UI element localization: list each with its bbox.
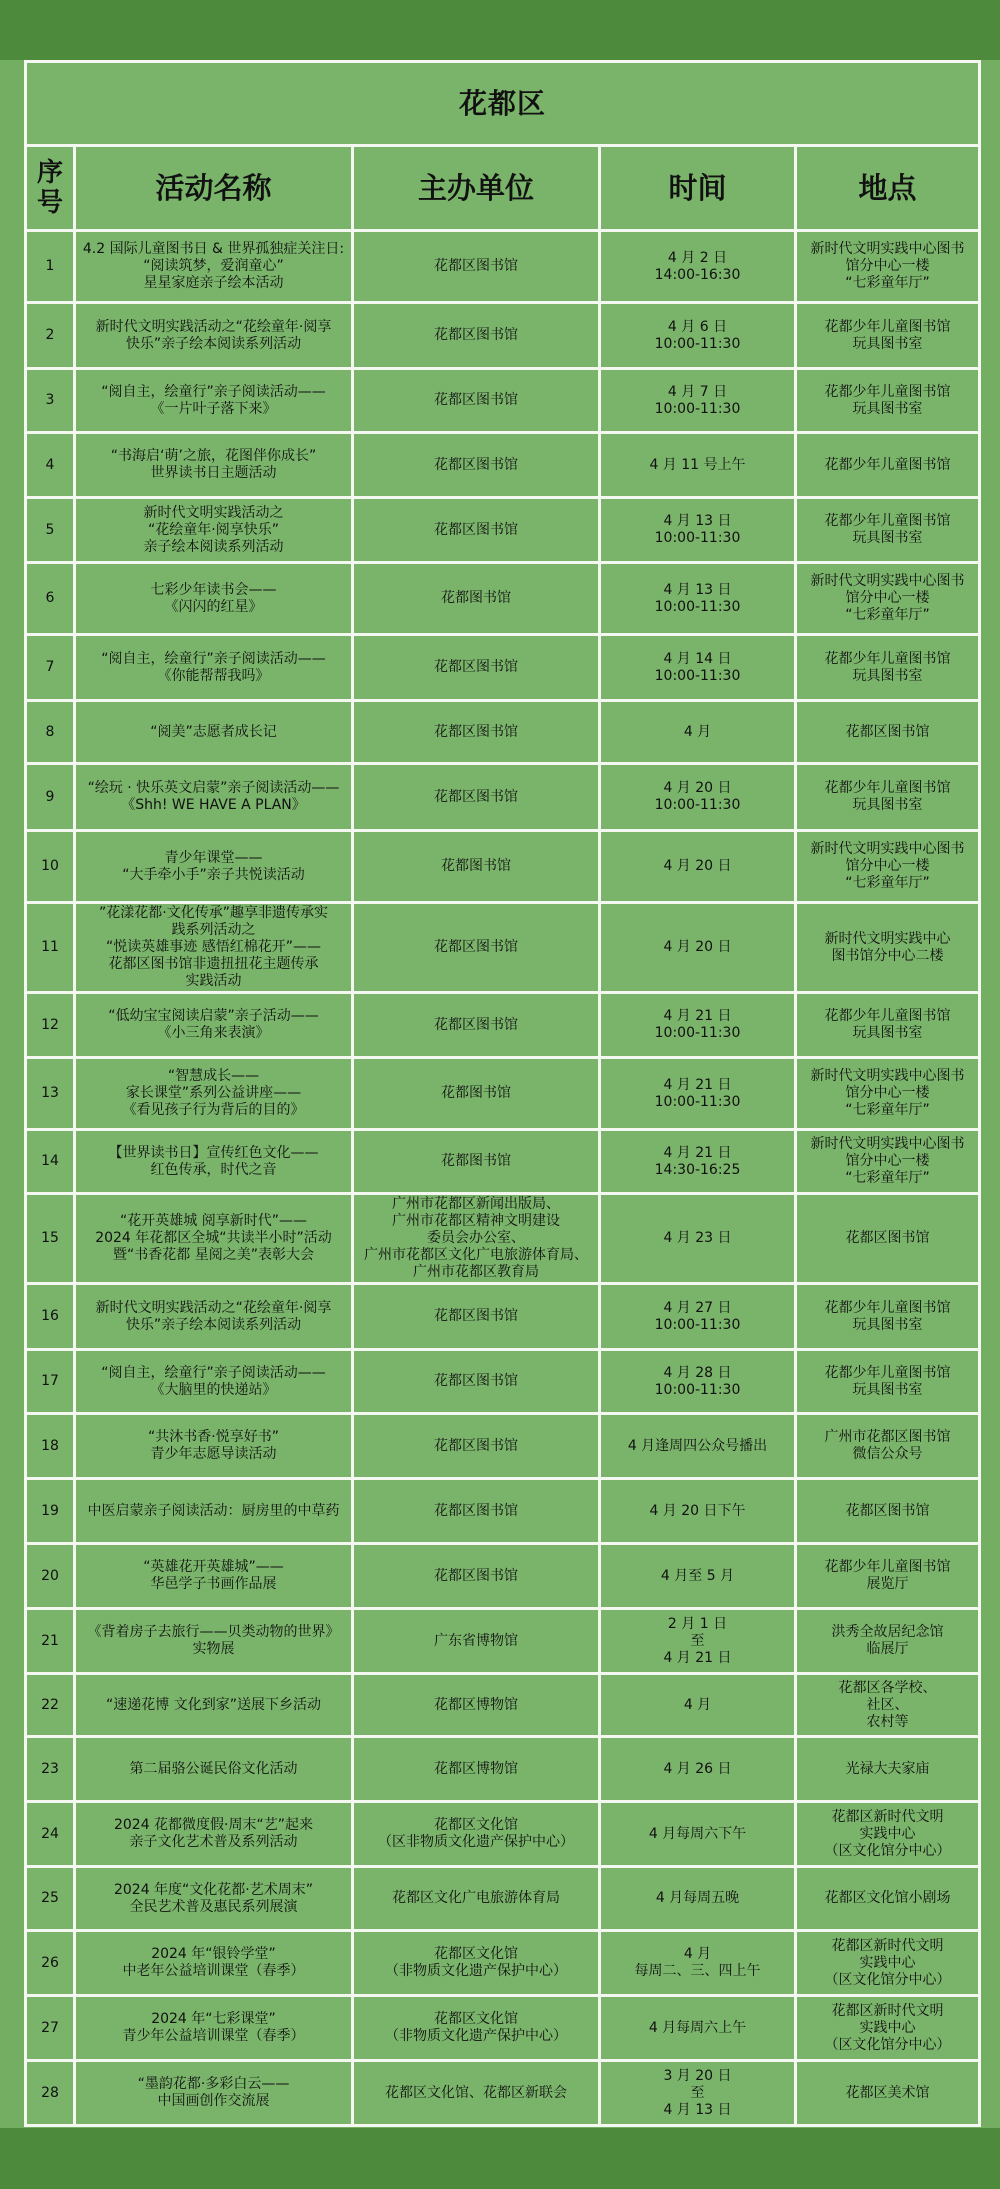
cell-time: 4 月 21 日 14:30-16:25 <box>600 1130 796 1194</box>
cell-organizer: 花都图书馆 <box>353 1130 600 1194</box>
table-row <box>26 1194 980 1284</box>
cell-organizer: 花都区图书馆 <box>353 701 600 764</box>
cell-name: 2024 年度“文化花都·艺术周末” 全民艺术普及惠民系列展演 <box>75 1867 353 1931</box>
cell-location: 广州市花都区图书馆 微信公众号 <box>796 1414 980 1479</box>
cell-location: 花都少年儿童图书馆 <box>796 433 980 498</box>
table-row <box>26 433 980 498</box>
cell-seq: 24 <box>26 1802 75 1867</box>
cell-seq: 7 <box>26 635 75 701</box>
cell-location: 花都少年儿童图书馆 玩具图书室 <box>796 498 980 563</box>
cell-time: 4 月 13 日 10:00-11:30 <box>600 498 796 563</box>
cell-location: 花都少年儿童图书馆 玩具图书室 <box>796 635 980 701</box>
cell-seq: 22 <box>26 1674 75 1737</box>
header-name: 活动名称 <box>75 146 353 231</box>
cell-time: 4 月 20 日 10:00-11:30 <box>600 764 796 831</box>
cell-time: 4 月 <box>600 701 796 764</box>
cell-organizer: 花都图书馆 <box>353 563 600 635</box>
cell-time: 4 月 13 日 10:00-11:30 <box>600 563 796 635</box>
cell-seq: 17 <box>26 1350 75 1414</box>
cell-location: 光禄大夫家庙 <box>796 1737 980 1802</box>
cell-location: 花都少年儿童图书馆 玩具图书室 <box>796 303 980 369</box>
cell-time: 4 月 20 日 <box>600 903 796 993</box>
cell-time: 4 月每周五晚 <box>600 1867 796 1931</box>
cell-name: “低幼宝宝阅读启蒙”亲子活动—— 《小三角来表演》 <box>75 993 353 1058</box>
cell-location: 花都少年儿童图书馆 玩具图书室 <box>796 369 980 433</box>
cell-organizer: 花都区文化馆、花都区新联会 <box>353 2061 600 2126</box>
cell-organizer: 花都区图书馆 <box>353 1544 600 1609</box>
cell-organizer: 花都区图书馆 <box>353 903 600 993</box>
cell-name: 4.2 国际儿童图书日 & 世界孤独症关注日: “阅读筑梦，爱润童心” 星星家庭亲子绘本活动 <box>75 231 353 303</box>
cell-seq: 19 <box>26 1479 75 1544</box>
cell-organizer: 花都区图书馆 <box>353 1284 600 1350</box>
cell-time: 4 月 23 日 <box>600 1194 796 1284</box>
cell-time: 4 月 7 日 10:00-11:30 <box>600 369 796 433</box>
cell-time: 4 月 21 日 10:00-11:30 <box>600 993 796 1058</box>
cell-name: ”花漾花都·文化传承”趣享非遗传承实 践系列活动之 “悦读英雄事迹 感悟红棉花开”—— 花都区图书馆非遗扭扭花主题传承 实践活动 <box>75 903 353 993</box>
cell-name: “阅自主，绘童行”亲子阅读活动—— 《你能帮帮我吗》 <box>75 635 353 701</box>
cell-time: 4 月逢周四公众号播出 <box>600 1414 796 1479</box>
cell-name: 青少年课堂—— “大手牵小手”亲子共悦读活动 <box>75 831 353 903</box>
cell-location: 花都区图书馆 <box>796 1479 980 1544</box>
cell-time: 4 月 11 号上午 <box>600 433 796 498</box>
cell-name: 七彩少年读书会—— 《闪闪的红星》 <box>75 563 353 635</box>
cell-organizer: 花都区文化广电旅游体育局 <box>353 1867 600 1931</box>
cell-organizer: 花都区图书馆 <box>353 303 600 369</box>
header-seq: 序 号 <box>26 146 75 231</box>
cell-organizer: 花都区图书馆 <box>353 993 600 1058</box>
cell-seq: 16 <box>26 1284 75 1350</box>
cell-time: 2 月 1 日 至 4 月 21 日 <box>600 1609 796 1674</box>
cell-seq: 28 <box>26 2061 75 2126</box>
cell-name: 新时代文明实践活动之 “花绘童年·阅享快乐” 亲子绘本阅读系列活动 <box>75 498 353 563</box>
cell-name: “共沐书香·悦享好书” 青少年志愿导读活动 <box>75 1414 353 1479</box>
cell-name: “阅美”志愿者成长记 <box>75 701 353 764</box>
cell-organizer: 花都区图书馆 <box>353 1414 600 1479</box>
cell-organizer: 花都区文化馆 （区非物质文化遗产保护中心） <box>353 1802 600 1867</box>
table-row <box>26 231 980 303</box>
cell-location: 花都少年儿童图书馆 玩具图书室 <box>796 1284 980 1350</box>
table-title: 花都区 <box>26 62 980 146</box>
cell-name: “花开英雄城 阅享新时代”—— 2024 年花都区全城“共读半小时”活动 暨“书香花都 星阅之美”表彰大会 <box>75 1194 353 1284</box>
cell-time: 4 月至 5 月 <box>600 1544 796 1609</box>
cell-seq: 25 <box>26 1867 75 1931</box>
table-row <box>26 1058 980 1130</box>
table-row <box>26 1931 980 1996</box>
cell-organizer: 花都区图书馆 <box>353 635 600 701</box>
cell-time: 3 月 20 日 至 4 月 13 日 <box>600 2061 796 2126</box>
table-row <box>26 2061 980 2126</box>
cell-seq: 1 <box>26 231 75 303</box>
cell-location: 新时代文明实践中心图书 馆分中心一楼 “七彩童年厅” <box>796 1130 980 1194</box>
cell-seq: 12 <box>26 993 75 1058</box>
cell-seq: 20 <box>26 1544 75 1609</box>
cell-time: 4 月 每周二、三、四上午 <box>600 1931 796 1996</box>
table-row <box>26 764 980 831</box>
cell-location: 花都区新时代文明 实践中心 （区文化馆分中心） <box>796 1931 980 1996</box>
cell-organizer: 花都区图书馆 <box>353 1350 600 1414</box>
cell-time: 4 月 2 日 14:00-16:30 <box>600 231 796 303</box>
cell-seq: 13 <box>26 1058 75 1130</box>
cell-time: 4 月 28 日 10:00-11:30 <box>600 1350 796 1414</box>
table-row <box>26 903 980 993</box>
cell-name: 2024 年“七彩课堂” 青少年公益培训课堂（春季） <box>75 1996 353 2061</box>
cell-organizer: 花都区博物馆 <box>353 1737 600 1802</box>
cell-time: 4 月 14 日 10:00-11:30 <box>600 635 796 701</box>
cell-name: “英雄花开英雄城”—— 华邑学子书画作品展 <box>75 1544 353 1609</box>
cell-seq: 3 <box>26 369 75 433</box>
cell-location: 花都区图书馆 <box>796 1194 980 1284</box>
cell-seq: 9 <box>26 764 75 831</box>
cell-organizer: 花都区图书馆 <box>353 369 600 433</box>
header-organizer: 主办单位 <box>353 146 600 231</box>
cell-location: 花都区图书馆 <box>796 701 980 764</box>
cell-organizer: 花都区文化馆 （非物质文化遗产保护中心） <box>353 1931 600 1996</box>
cell-organizer: 花都区博物馆 <box>353 1674 600 1737</box>
cell-seq: 14 <box>26 1130 75 1194</box>
cell-location: 花都少年儿童图书馆 展览厅 <box>796 1544 980 1609</box>
cell-seq: 27 <box>26 1996 75 2061</box>
cell-seq: 4 <box>26 433 75 498</box>
cell-time: 4 月 6 日 10:00-11:30 <box>600 303 796 369</box>
cell-location: 花都区新时代文明 实践中心 （区文化馆分中心） <box>796 1996 980 2061</box>
table-row <box>26 993 980 1058</box>
cell-seq: 10 <box>26 831 75 903</box>
cell-time: 4 月 20 日下午 <box>600 1479 796 1544</box>
activity-table <box>24 60 981 2127</box>
cell-time: 4 月 <box>600 1674 796 1737</box>
table-row <box>26 1996 980 2061</box>
cell-time: 4 月每周六下午 <box>600 1802 796 1867</box>
cell-name: 新时代文明实践活动之“花绘童年·阅享 快乐”亲子绘本阅读系列活动 <box>75 1284 353 1350</box>
cell-seq: 26 <box>26 1931 75 1996</box>
cell-location: 花都区美术馆 <box>796 2061 980 2126</box>
cell-location: 花都区各学校、 社区、 农村等 <box>796 1674 980 1737</box>
cell-time: 4 月每周六上午 <box>600 1996 796 2061</box>
table-row <box>26 1284 980 1350</box>
cell-name: 【世界读书日】宣传红色文化—— 红色传承，时代之音 <box>75 1130 353 1194</box>
cell-location: 新时代文明实践中心图书 馆分中心一楼 “七彩童年厅” <box>796 831 980 903</box>
cell-seq: 23 <box>26 1737 75 1802</box>
cell-organizer: 花都图书馆 <box>353 1058 600 1130</box>
cell-seq: 11 <box>26 903 75 993</box>
cell-organizer: 广东省博物馆 <box>353 1609 600 1674</box>
cell-organizer: 花都区文化馆 （非物质文化遗产保护中心） <box>353 1996 600 2061</box>
cell-seq: 2 <box>26 303 75 369</box>
bottom-banner <box>0 2128 1000 2189</box>
cell-organizer: 花都区图书馆 <box>353 1479 600 1544</box>
table-row <box>26 1609 980 1674</box>
cell-time: 4 月 27 日 10:00-11:30 <box>600 1284 796 1350</box>
table-row <box>26 369 980 433</box>
cell-organizer: 花都区图书馆 <box>353 231 600 303</box>
cell-organizer: 花都图书馆 <box>353 831 600 903</box>
table-row <box>26 498 980 563</box>
cell-location: 新时代文明实践中心图书 馆分中心一楼 “七彩童年厅” <box>796 1058 980 1130</box>
cell-name: “书海启‘萌’之旅，花图伴你成长” 世界读书日主题活动 <box>75 433 353 498</box>
cell-location: 新时代文明实践中心 图书馆分中心二楼 <box>796 903 980 993</box>
cell-name: “速递花博 文化到家”送展下乡活动 <box>75 1674 353 1737</box>
cell-location: 洪秀全故居纪念馆 临展厅 <box>796 1609 980 1674</box>
cell-organizer: 花都区图书馆 <box>353 433 600 498</box>
table-row <box>26 701 980 764</box>
cell-name: “阅自主，绘童行”亲子阅读活动—— 《一片叶子落下来》 <box>75 369 353 433</box>
table-row <box>26 1737 980 1802</box>
cell-location: 花都区新时代文明 实践中心 （区文化馆分中心） <box>796 1802 980 1867</box>
cell-seq: 8 <box>26 701 75 764</box>
cell-location: 花都区文化馆小剧场 <box>796 1867 980 1931</box>
table-row <box>26 635 980 701</box>
cell-name: 新时代文明实践活动之“花绘童年·阅享 快乐”亲子绘本阅读系列活动 <box>75 303 353 369</box>
table-row <box>26 1130 980 1194</box>
table-row <box>26 1802 980 1867</box>
cell-time: 4 月 20 日 <box>600 831 796 903</box>
cell-organizer: 花都区图书馆 <box>353 498 600 563</box>
cell-name: 2024 花都微度假·周末“艺”起来 亲子文化艺术普及系列活动 <box>75 1802 353 1867</box>
cell-name: 第二届骆公诞民俗文化活动 <box>75 1737 353 1802</box>
table-row <box>26 1479 980 1544</box>
cell-organizer: 花都区图书馆 <box>353 764 600 831</box>
cell-name: 《背着房子去旅行——贝类动物的世界》 实物展 <box>75 1609 353 1674</box>
cell-name: “智慧成长—— 家长课堂”系列公益讲座—— 《看见孩子行为背后的目的》 <box>75 1058 353 1130</box>
header-location: 地点 <box>796 146 980 231</box>
table-row <box>26 1350 980 1414</box>
cell-location: 花都少年儿童图书馆 玩具图书室 <box>796 993 980 1058</box>
cell-name: “绘玩 · 快乐英文启蒙”亲子阅读活动—— 《Shh! WE HAVE A PLAN》 <box>75 764 353 831</box>
table-row <box>26 303 980 369</box>
cell-name: 2024 年“银铃学堂” 中老年公益培训课堂（春季） <box>75 1931 353 1996</box>
cell-seq: 18 <box>26 1414 75 1479</box>
cell-time: 4 月 26 日 <box>600 1737 796 1802</box>
cell-location: 新时代文明实践中心图书 馆分中心一楼 “七彩童年厅” <box>796 563 980 635</box>
table-row <box>26 831 980 903</box>
table-row <box>26 1414 980 1479</box>
cell-name: 中医启蒙亲子阅读活动：厨房里的中草药 <box>75 1479 353 1544</box>
cell-name: “阅自主，绘童行”亲子阅读活动—— 《大脑里的快递站》 <box>75 1350 353 1414</box>
cell-time: 4 月 21 日 10:00-11:30 <box>600 1058 796 1130</box>
cell-name: “墨韵花都·多彩白云—— 中国画创作交流展 <box>75 2061 353 2126</box>
header-time: 时间 <box>600 146 796 231</box>
table-row <box>26 1674 980 1737</box>
cell-organizer: 广州市花都区新闻出版局、 广州市花都区精神文明建设 委员会办公室、 广州市花都区文化广电旅游体育局、 广州市花都区教育局 <box>353 1194 600 1284</box>
cell-location: 花都少年儿童图书馆 玩具图书室 <box>796 764 980 831</box>
cell-seq: 6 <box>26 563 75 635</box>
table-row <box>26 1867 980 1931</box>
cell-location: 新时代文明实践中心图书 馆分中心一楼 “七彩童年厅” <box>796 231 980 303</box>
top-banner <box>0 0 1000 60</box>
cell-seq: 21 <box>26 1609 75 1674</box>
table-row <box>26 1544 980 1609</box>
cell-seq: 5 <box>26 498 75 563</box>
cell-location: 花都少年儿童图书馆 玩具图书室 <box>796 1350 980 1414</box>
table-row <box>26 563 980 635</box>
cell-seq: 15 <box>26 1194 75 1284</box>
